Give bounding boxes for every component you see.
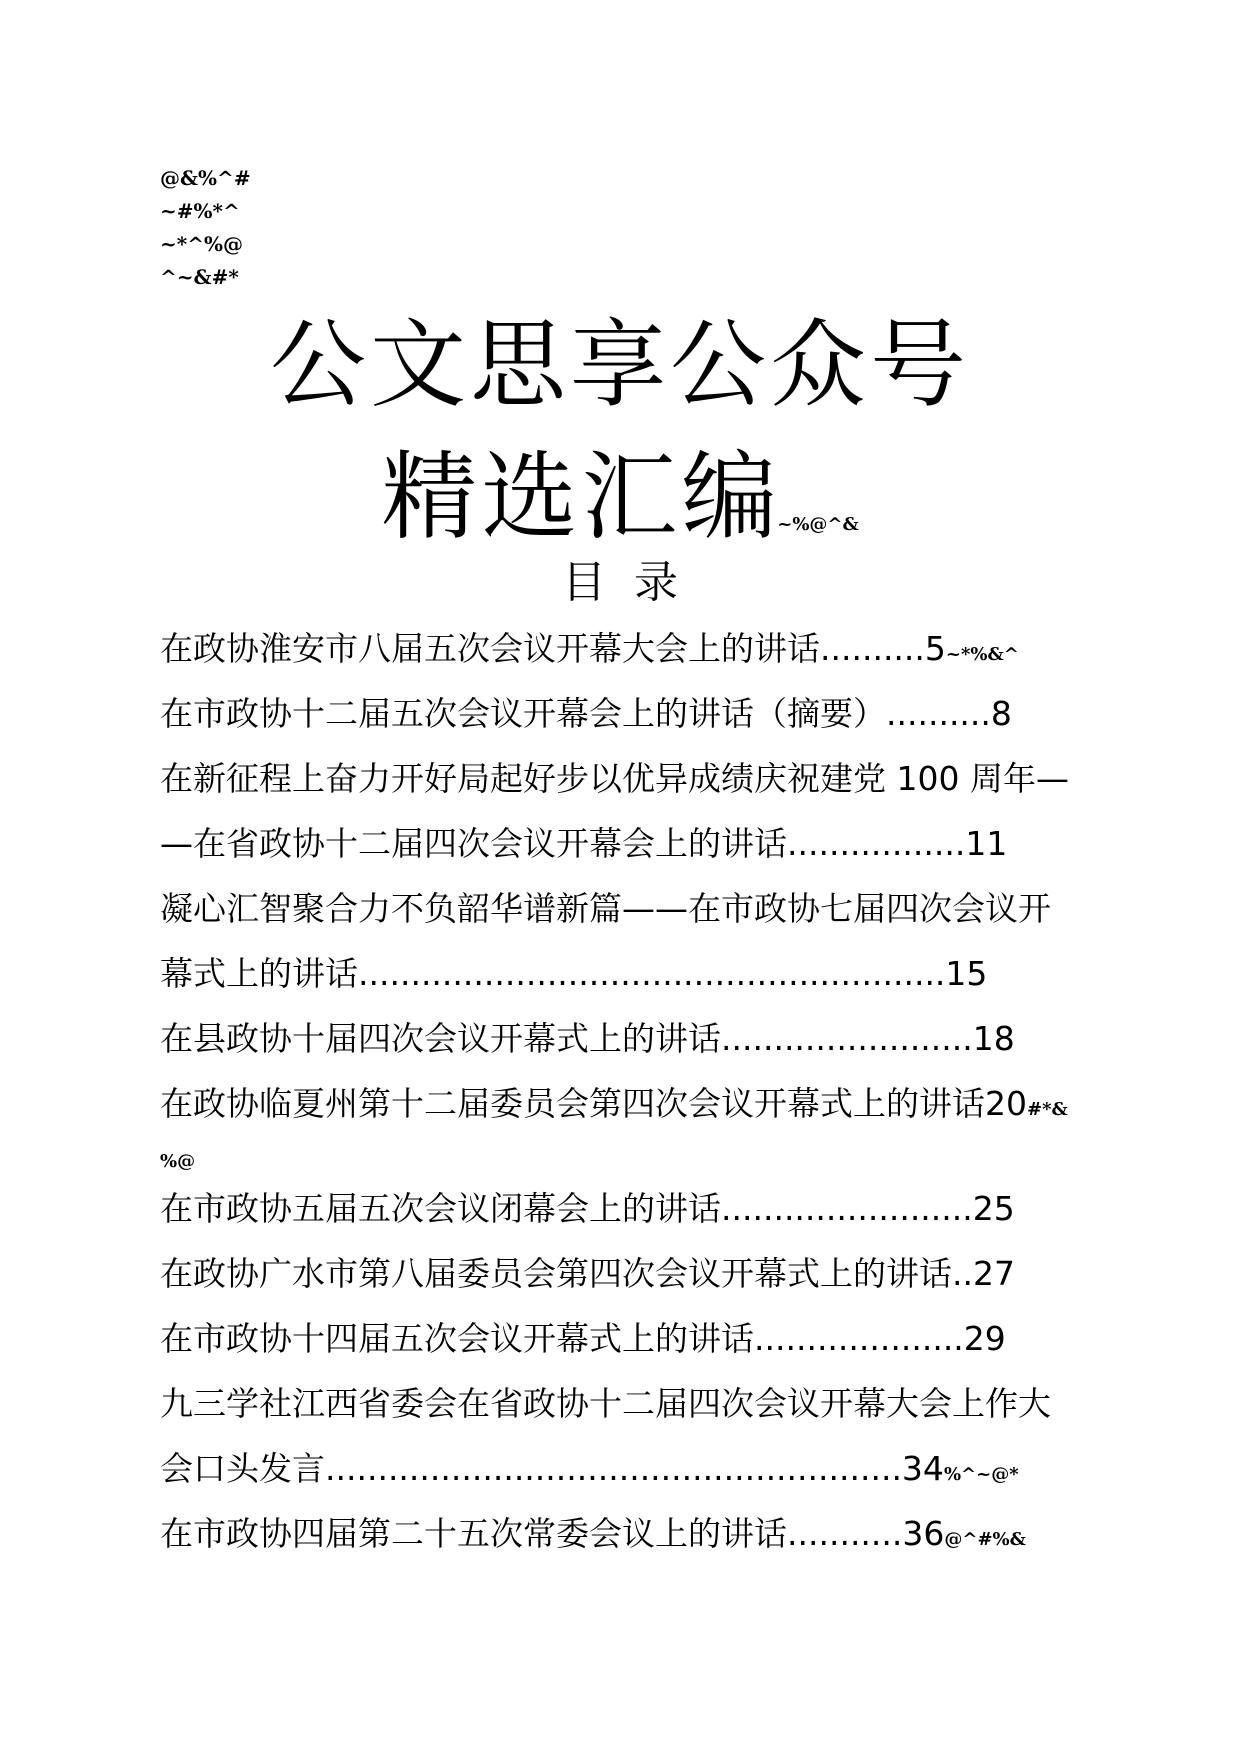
toc-entry bbox=[160, 746, 1095, 811]
toc-entry-noise: #*& bbox=[1027, 1099, 1068, 1120]
toc-entry bbox=[160, 1136, 1095, 1176]
toc-entry-text: —在省政协十二届四次会议开幕会上的讲话.................11 bbox=[160, 824, 1008, 863]
header-noise bbox=[160, 162, 251, 294]
toc-entry-text: 在县政协十届四次会议开幕式上的讲话........................18 bbox=[160, 1019, 1015, 1058]
toc-entry bbox=[160, 1436, 1095, 1501]
toc-entry-text: 会口头发言.......................................................34 bbox=[160, 1449, 944, 1488]
toc-entry-text: 在政协临夏州第十二届委员会第四次会议开幕式上的讲话20 bbox=[160, 1084, 1027, 1123]
toc-entry bbox=[160, 1371, 1095, 1436]
document-subtitle-text: 精选汇编 bbox=[381, 441, 782, 553]
toc-entry-text: 在市政协十二届五次会议开幕会上的讲话（摘要）..........8 bbox=[160, 694, 1012, 733]
subtitle-noise: ~%@^& bbox=[777, 514, 859, 535]
toc-entry-text: 九三学社江西省委会在省政协十二届四次会议开幕大会上作大 bbox=[160, 1384, 1051, 1423]
document-title: 公文思享公众号 bbox=[270, 309, 970, 421]
toc-entry-noise: ~*%&^ bbox=[945, 644, 1019, 665]
noise-line: ~*^%@ bbox=[160, 232, 243, 256]
toc-entry-noise: %@ bbox=[160, 1151, 196, 1172]
toc-entry bbox=[160, 1176, 1095, 1241]
toc-entry-text: 凝心汇智聚合力不负韶华谱新篇——在市政协七届四次会议开 bbox=[160, 889, 1051, 928]
toc-entry bbox=[160, 681, 1095, 746]
toc-entry bbox=[160, 1501, 1095, 1566]
toc-entry bbox=[160, 1071, 1095, 1136]
toc-heading: 目录 bbox=[562, 557, 706, 608]
toc-entry bbox=[160, 811, 1095, 876]
toc-entry bbox=[160, 941, 1095, 1006]
noise-line: ~#%*^ bbox=[160, 199, 240, 223]
toc-entry-text: 在市政协四届第二十五次常委会议上的讲话...........36 bbox=[160, 1514, 945, 1553]
toc-entry-text: 在政协淮安市八届五次会议开幕大会上的讲话..........5 bbox=[160, 629, 946, 668]
noise-line: @&%^# bbox=[160, 166, 251, 190]
toc-entry-text: 在新征程上奋力开好局起好步以优异成绩庆祝建党 100 周年— bbox=[160, 759, 1069, 798]
toc-entry bbox=[160, 1006, 1095, 1071]
toc-entry bbox=[160, 616, 1095, 681]
toc-entry-text: 幕式上的讲话........................................................15 bbox=[160, 954, 988, 993]
toc-entry bbox=[160, 876, 1095, 941]
toc-entry bbox=[160, 1306, 1095, 1371]
toc-entry bbox=[160, 1241, 1095, 1306]
toc-entry-noise: @^#%& bbox=[944, 1529, 1026, 1550]
toc-entry-text: 在政协广水市第八届委员会第四次会议开幕式上的讲话..27 bbox=[160, 1254, 1015, 1293]
toc-entry-text: 在市政协五届五次会议闭幕会上的讲话........................25 bbox=[160, 1189, 1015, 1228]
toc-entry-noise: %^~@* bbox=[943, 1464, 1019, 1485]
table-of-contents bbox=[160, 616, 1095, 1566]
noise-line: ^~&#* bbox=[160, 265, 239, 289]
toc-entry-text: 在市政协十四届五次会议开幕式上的讲话....................29 bbox=[160, 1319, 1006, 1358]
